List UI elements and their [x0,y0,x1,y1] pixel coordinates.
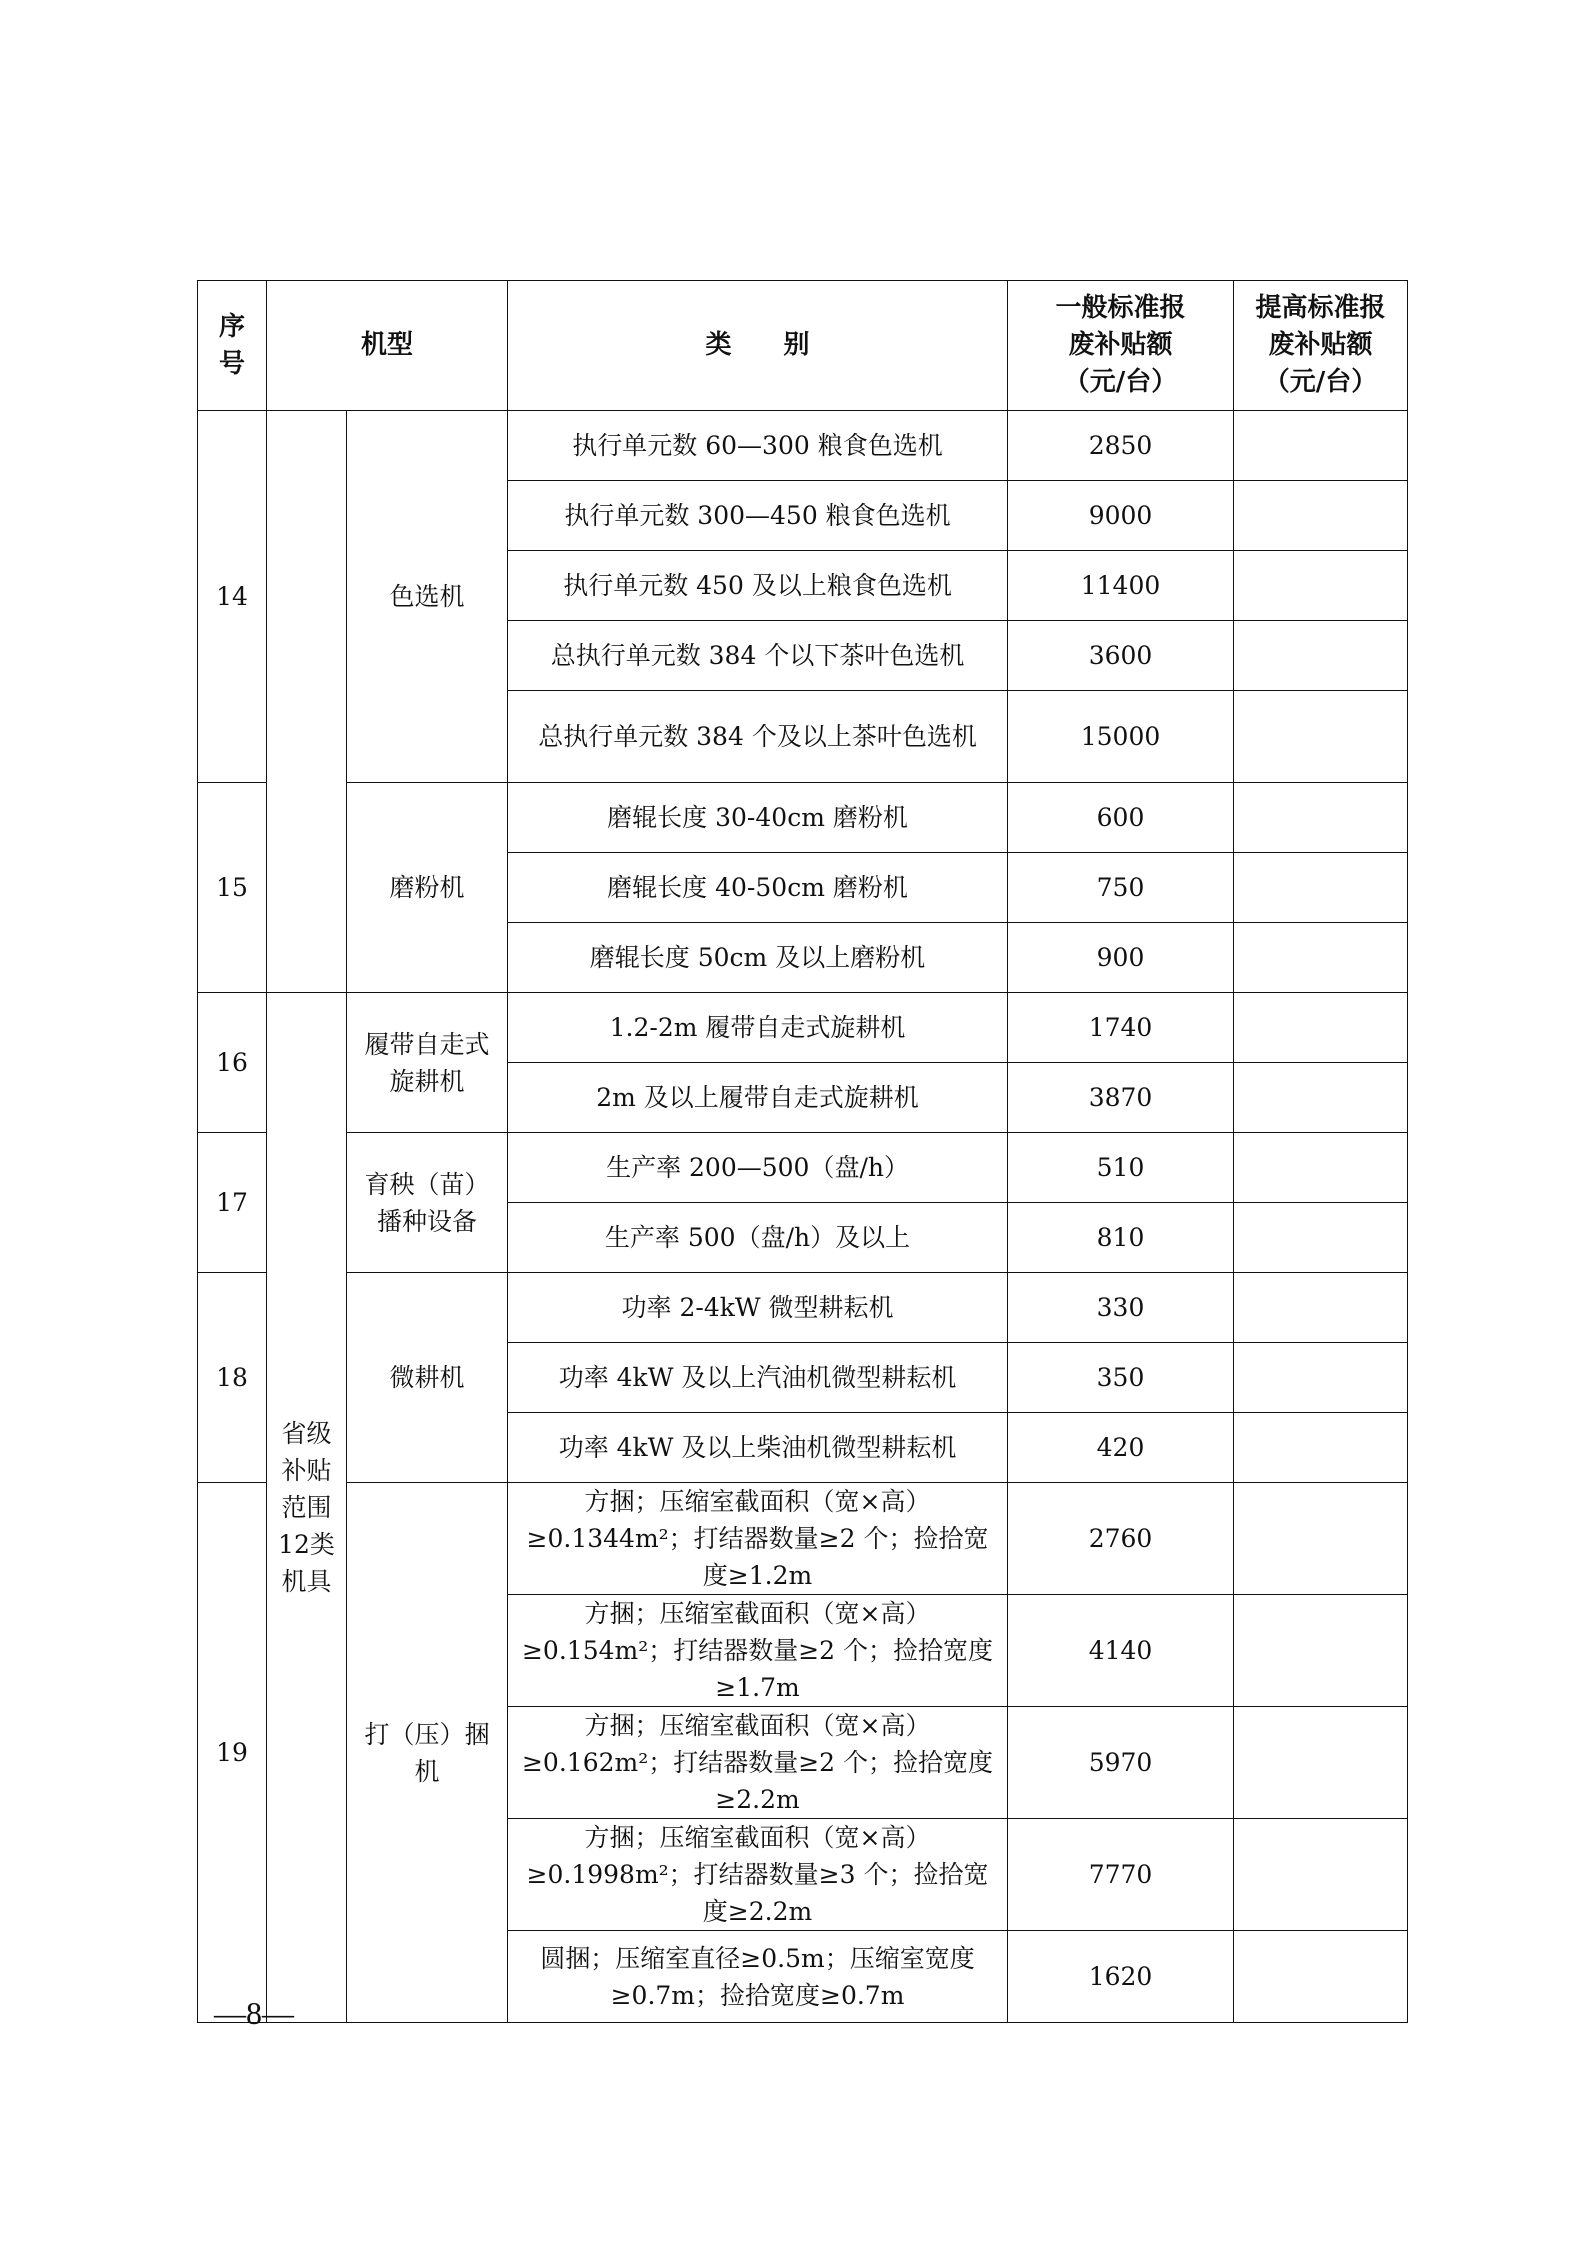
table-row [198,1133,1408,1203]
row-general-amount: 3600 [1008,621,1234,691]
header-seq: 序号 [198,281,267,411]
row-raised-amount [1234,1595,1408,1707]
row-seq: 14 [198,411,267,783]
row-raised-amount [1234,481,1408,551]
row-category: 方捆；压缩室截面积（宽×高）≥0.1998m²；打结器数量≥3 个；捡拾宽度≥2.2m [508,1819,1008,1931]
row-raised-amount [1234,783,1408,853]
table-row [198,1483,1408,1595]
row-raised-amount [1234,691,1408,783]
row-raised-amount [1234,551,1408,621]
row-category: 总执行单元数 384 个以下茶叶色选机 [508,621,1008,691]
row-raised-amount [1234,621,1408,691]
row-seq: 17 [198,1133,267,1273]
row-raised-amount [1234,1413,1408,1483]
row-general-amount: 900 [1008,923,1234,993]
table-row [198,783,1408,853]
row-category: 方捆；压缩室截面积（宽×高）≥0.162m²；打结器数量≥2 个；捡拾宽度≥2.2m [508,1707,1008,1819]
row-model: 履带自走式旋耕机 [347,993,508,1133]
row-model: 色选机 [347,411,508,783]
page-number: —8— [214,1995,294,2031]
row-category: 总执行单元数 384 个及以上茶叶色选机 [508,691,1008,783]
row-general-amount: 750 [1008,853,1234,923]
row-category: 功率 2-4kW 微型耕耘机 [508,1273,1008,1343]
header-general: 一般标准报废补贴额（元/台） [1008,281,1234,411]
row-model: 磨粉机 [347,783,508,993]
row-general-amount: 350 [1008,1343,1234,1413]
row-general-amount: 600 [1008,783,1234,853]
scope-blank-cell [267,411,347,993]
row-raised-amount [1234,1133,1408,1203]
row-general-amount: 1740 [1008,993,1234,1063]
row-raised-amount [1234,923,1408,993]
row-category: 方捆；压缩室截面积（宽×高）≥0.1344m²；打结器数量≥2 个；捡拾宽度≥1.2m [508,1483,1008,1595]
table-row [198,993,1408,1063]
row-category: 执行单元数 300—450 粮食色选机 [508,481,1008,551]
row-raised-amount [1234,1819,1408,1931]
row-general-amount: 330 [1008,1273,1234,1343]
table-row [198,1273,1408,1343]
row-category: 磨辊长度 50cm 及以上磨粉机 [508,923,1008,993]
row-general-amount: 9000 [1008,481,1234,551]
row-seq: 15 [198,783,267,993]
row-category: 生产率 500（盘/h）及以上 [508,1203,1008,1273]
row-general-amount: 7770 [1008,1819,1234,1931]
table-body [198,411,1408,2023]
row-general-amount: 11400 [1008,551,1234,621]
row-model: 打（压）捆机 [347,1483,508,2023]
row-general-amount: 15000 [1008,691,1234,783]
header-category: 类 别 [508,281,1008,411]
row-model: 微耕机 [347,1273,508,1483]
row-general-amount: 4140 [1008,1595,1234,1707]
row-general-amount: 810 [1008,1203,1234,1273]
row-seq: 16 [198,993,267,1133]
row-general-amount: 420 [1008,1413,1234,1483]
row-general-amount: 3870 [1008,1063,1234,1133]
row-category: 功率 4kW 及以上柴油机微型耕耘机 [508,1413,1008,1483]
row-general-amount: 1620 [1008,1931,1234,2023]
header-model: 机型 [267,281,508,411]
row-general-amount: 2760 [1008,1483,1234,1595]
row-category: 2m 及以上履带自走式旋耕机 [508,1063,1008,1133]
row-model: 育秧（苗）播种设备 [347,1133,508,1273]
scope-label: 省级补贴范围12类机具 [267,993,347,2023]
table-row [198,411,1408,481]
row-category: 功率 4kW 及以上汽油机微型耕耘机 [508,1343,1008,1413]
row-category: 磨辊长度 40-50cm 磨粉机 [508,853,1008,923]
row-seq: 18 [198,1273,267,1483]
row-raised-amount [1234,993,1408,1063]
subsidy-table [197,280,1408,2023]
row-category: 1.2-2m 履带自走式旋耕机 [508,993,1008,1063]
row-category: 生产率 200—500（盘/h） [508,1133,1008,1203]
row-category: 执行单元数 450 及以上粮食色选机 [508,551,1008,621]
row-raised-amount [1234,1483,1408,1595]
row-raised-amount [1234,1707,1408,1819]
row-raised-amount [1234,1273,1408,1343]
row-raised-amount [1234,1203,1408,1273]
row-category: 方捆；压缩室截面积（宽×高）≥0.154m²；打结器数量≥2 个；捡拾宽度≥1.7m [508,1595,1008,1707]
row-general-amount: 510 [1008,1133,1234,1203]
row-raised-amount [1234,1063,1408,1133]
row-raised-amount [1234,411,1408,481]
row-category: 执行单元数 60—300 粮食色选机 [508,411,1008,481]
row-general-amount: 5970 [1008,1707,1234,1819]
row-raised-amount [1234,1343,1408,1413]
row-general-amount: 2850 [1008,411,1234,481]
header-raised: 提高标准报废补贴额（元/台） [1234,281,1408,411]
row-seq: 19 [198,1483,267,2023]
row-category: 圆捆；压缩室直径≥0.5m；压缩室宽度≥0.7m；捡拾宽度≥0.7m [508,1931,1008,2023]
row-category: 磨辊长度 30-40cm 磨粉机 [508,783,1008,853]
row-raised-amount [1234,1931,1408,2023]
row-raised-amount [1234,853,1408,923]
header-row [198,281,1408,411]
